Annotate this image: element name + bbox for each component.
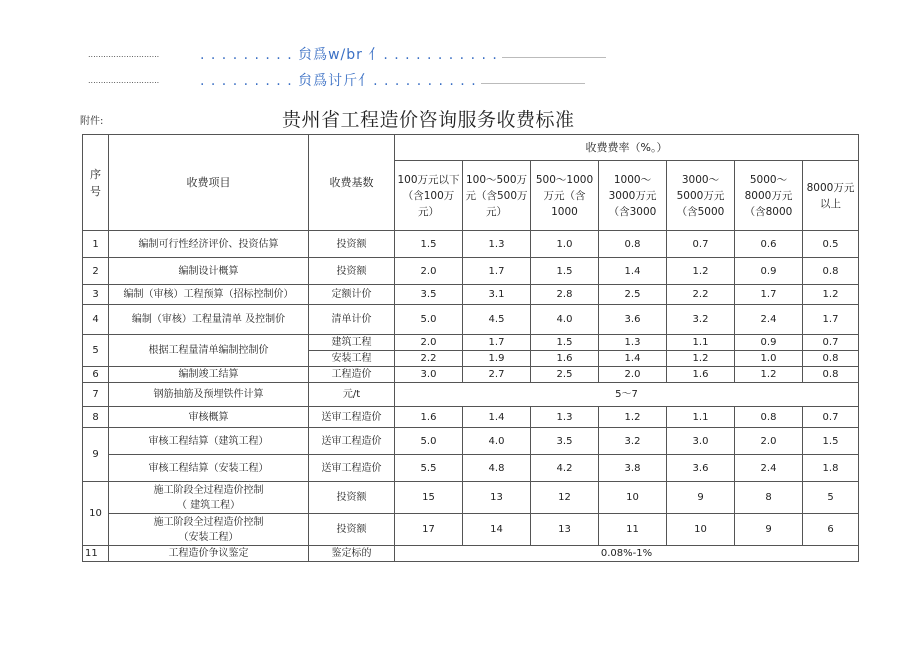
row-item: 编制（审核）工程预算（招标控制价）	[109, 285, 309, 305]
rate-col-header: 100～500万元（含500万元）	[463, 161, 531, 231]
row-seq: 5	[83, 335, 109, 367]
rate-cell: 1.2	[803, 285, 859, 305]
rate-cell: 15	[395, 482, 463, 514]
rate-cell: 2.0	[395, 335, 463, 351]
rate-cell: 1.9	[463, 351, 531, 367]
row-base: 清单计价	[309, 305, 395, 335]
row-seq: 1	[83, 231, 109, 258]
row-base: 安装工程	[309, 351, 395, 367]
table-row	[83, 367, 859, 383]
rate-cell: 3.2	[599, 428, 667, 455]
rate-col-header: 3000～5000万元（含5000	[667, 161, 735, 231]
rate-cell: 13	[531, 514, 599, 546]
table-row	[83, 546, 859, 562]
header-line-2-dots: ............................	[88, 75, 160, 85]
rate-cell: 1.1	[667, 407, 735, 428]
rate-header: 收费费率（%。）	[395, 135, 859, 161]
rate-cell: 1.5	[531, 258, 599, 285]
rate-col-header: 1000～3000万元（含3000	[599, 161, 667, 231]
table-row	[83, 383, 859, 407]
row-item-line: 施工阶段全过程造价控制	[153, 484, 264, 496]
rate-col-header: 8000万元以上	[803, 161, 859, 231]
row-base: 投资额	[309, 514, 395, 546]
row-base: 投资额	[309, 258, 395, 285]
row-base: 投资额	[309, 482, 395, 514]
rate-cell: 13	[463, 482, 531, 514]
rate-cell: 11	[599, 514, 667, 546]
rate-cell: 10	[667, 514, 735, 546]
fee-table	[82, 134, 859, 562]
rate-cell: 2.0	[395, 258, 463, 285]
row-base: 定额计价	[309, 285, 395, 305]
rate-cell: 1.2	[667, 258, 735, 285]
rate-cell: 4.8	[463, 455, 531, 482]
rate-cell: 2.5	[531, 367, 599, 383]
rate-cell: 0.7	[803, 407, 859, 428]
rate-cell: 0.9	[735, 258, 803, 285]
rate-cell: 5.0	[395, 305, 463, 335]
rate-cell: 4.0	[463, 428, 531, 455]
row-seq: 6	[83, 367, 109, 383]
row-seq: 9	[83, 428, 109, 482]
row-seq: 7	[83, 383, 109, 407]
rate-col-header: 500～1000万元（含1000	[531, 161, 599, 231]
rate-cell: 1.2	[599, 407, 667, 428]
rate-cell: 2.2	[667, 285, 735, 305]
rate-cell: 3.8	[599, 455, 667, 482]
row-base: 送审工程造价	[309, 428, 395, 455]
page-title: 贵州省工程造价咨询服务收费标准	[282, 109, 575, 131]
rate-cell: 4.5	[463, 305, 531, 335]
row-seq: 8	[83, 407, 109, 428]
col-base-header: 收费基数	[309, 135, 395, 231]
row-base: 送审工程造价	[309, 455, 395, 482]
rate-cell: 1.6	[531, 351, 599, 367]
header-row-1	[83, 135, 859, 161]
row-item	[109, 482, 309, 514]
rate-cell: 0.8	[599, 231, 667, 258]
rate-cell: 1.5	[531, 335, 599, 351]
rate-col-header: 5000～8000万元（含8000	[735, 161, 803, 231]
rate-cell: 3.6	[667, 455, 735, 482]
merged-rate-cell: 5～7	[395, 383, 859, 407]
row-base: 鉴定标的	[309, 546, 395, 562]
row-item-line: （安装工程）	[178, 531, 239, 543]
rate-cell: 0.9	[735, 335, 803, 351]
col-item-header: 收费项目	[109, 135, 309, 231]
header-line-2-rule	[481, 77, 585, 84]
rate-cell: 3.5	[531, 428, 599, 455]
rate-cell: 2.0	[735, 428, 803, 455]
row-item-line: 施工阶段全过程造价控制	[153, 516, 264, 528]
rate-cell: 14	[463, 514, 531, 546]
row-item: 审核概算	[109, 407, 309, 428]
rate-cell: 2.4	[735, 305, 803, 335]
rate-cell: 1.8	[803, 455, 859, 482]
rate-cell: 1.6	[395, 407, 463, 428]
rate-cell: 0.7	[667, 231, 735, 258]
rate-cell: 9	[735, 514, 803, 546]
rate-cell: 5.5	[395, 455, 463, 482]
rate-cell: 1.6	[667, 367, 735, 383]
rate-cell: 1.7	[735, 285, 803, 305]
merged-rate-cell: 0.08%-1%	[395, 546, 859, 562]
rate-cell: 10	[599, 482, 667, 514]
rate-cell: 3.6	[599, 305, 667, 335]
row-seq: 2	[83, 258, 109, 285]
attachment-label: 附件:	[80, 116, 104, 127]
rate-cell: 1.0	[735, 351, 803, 367]
row-item: 编制（审核）工程量清单 及控制价	[109, 305, 309, 335]
row-seq: 11	[83, 546, 109, 562]
row-seq: 3	[83, 285, 109, 305]
rate-cell: 1.7	[463, 258, 531, 285]
row-base: 建筑工程	[309, 335, 395, 351]
row-item	[109, 514, 309, 546]
rate-cell: 1.4	[463, 407, 531, 428]
header-line-2	[88, 70, 585, 90]
rate-cell: 17	[395, 514, 463, 546]
rate-cell: 1.7	[463, 335, 531, 351]
table-row	[83, 482, 859, 514]
rate-cell: 1.4	[599, 351, 667, 367]
row-base: 元/t	[309, 383, 395, 407]
table-row	[83, 428, 859, 455]
table-row	[83, 407, 859, 428]
rate-cell: 9	[667, 482, 735, 514]
row-item-line: （ 建筑工程）	[176, 499, 241, 511]
table-row	[83, 455, 859, 482]
rate-cell: 2.4	[735, 455, 803, 482]
table-row	[83, 514, 859, 546]
rate-cell: 1.5	[803, 428, 859, 455]
rate-cell: 0.6	[735, 231, 803, 258]
rate-cell: 3.2	[667, 305, 735, 335]
header-line-1	[88, 44, 606, 64]
row-base: 投资额	[309, 231, 395, 258]
rate-cell: 6	[803, 514, 859, 546]
rate-cell: 5.0	[395, 428, 463, 455]
rate-cell: 2.0	[599, 367, 667, 383]
rate-cell: 1.7	[803, 305, 859, 335]
rate-cell: 0.7	[803, 335, 859, 351]
row-item: 钢筋抽筋及预埋铁件计算	[109, 383, 309, 407]
rate-cell: 1.3	[463, 231, 531, 258]
rate-cell: 2.5	[599, 285, 667, 305]
rate-cell: 3.1	[463, 285, 531, 305]
rate-cell: 1.2	[667, 351, 735, 367]
rate-cell: 4.0	[531, 305, 599, 335]
rate-cell: 8	[735, 482, 803, 514]
rate-cell: 1.3	[599, 335, 667, 351]
row-item: 审核工程结算（建筑工程）	[109, 428, 309, 455]
rate-cell: 0.5	[803, 231, 859, 258]
rate-cell: 5	[803, 482, 859, 514]
rate-cell: 3.0	[395, 367, 463, 383]
table-row	[83, 285, 859, 305]
rate-cell: 1.0	[531, 231, 599, 258]
row-item: 根据工程量清单编制控制价	[109, 335, 309, 367]
rate-cell: 1.2	[735, 367, 803, 383]
row-item: 工程造价争议鉴定	[109, 546, 309, 562]
row-item: 编制竣工结算	[109, 367, 309, 383]
table-row	[83, 258, 859, 285]
table-row	[83, 305, 859, 335]
rate-cell: 3.0	[667, 428, 735, 455]
rate-cell: 0.8	[803, 367, 859, 383]
row-base: 送审工程造价	[309, 407, 395, 428]
rate-cell: 3.5	[395, 285, 463, 305]
header-line-1-dots: ............................	[88, 49, 160, 59]
header-line-1-text: . . . . . . . . . 贠爲w/br 亻. . . . . . . . . . .	[200, 47, 498, 63]
rate-cell: 1.1	[667, 335, 735, 351]
row-item: 编制可行性经济评价、投资估算	[109, 231, 309, 258]
row-seq: 10	[83, 482, 109, 546]
rate-cell: 1.4	[599, 258, 667, 285]
rate-cell: 1.5	[395, 231, 463, 258]
row-item: 编制设计概算	[109, 258, 309, 285]
table-row	[83, 231, 859, 258]
rate-cell: 12	[531, 482, 599, 514]
header-line-2-text: . . . . . . . . . 贠爲讨斤亻. . . . . . . . . .	[200, 73, 477, 89]
table-row	[83, 335, 859, 351]
rate-cell: 2.2	[395, 351, 463, 367]
rate-cell: 2.7	[463, 367, 531, 383]
rate-cell: 0.8	[735, 407, 803, 428]
rate-cell: 4.2	[531, 455, 599, 482]
rate-cell: 0.8	[803, 258, 859, 285]
rate-col-header: 100万元以下（含100万元）	[395, 161, 463, 231]
rate-cell: 1.3	[531, 407, 599, 428]
row-base: 工程造价	[309, 367, 395, 383]
row-item: 审核工程结算（安装工程）	[109, 455, 309, 482]
rate-cell: 2.8	[531, 285, 599, 305]
row-seq: 4	[83, 305, 109, 335]
col-seq-header: 序号	[83, 135, 109, 231]
header-line-1-rule	[502, 51, 606, 58]
rate-cell: 0.8	[803, 351, 859, 367]
